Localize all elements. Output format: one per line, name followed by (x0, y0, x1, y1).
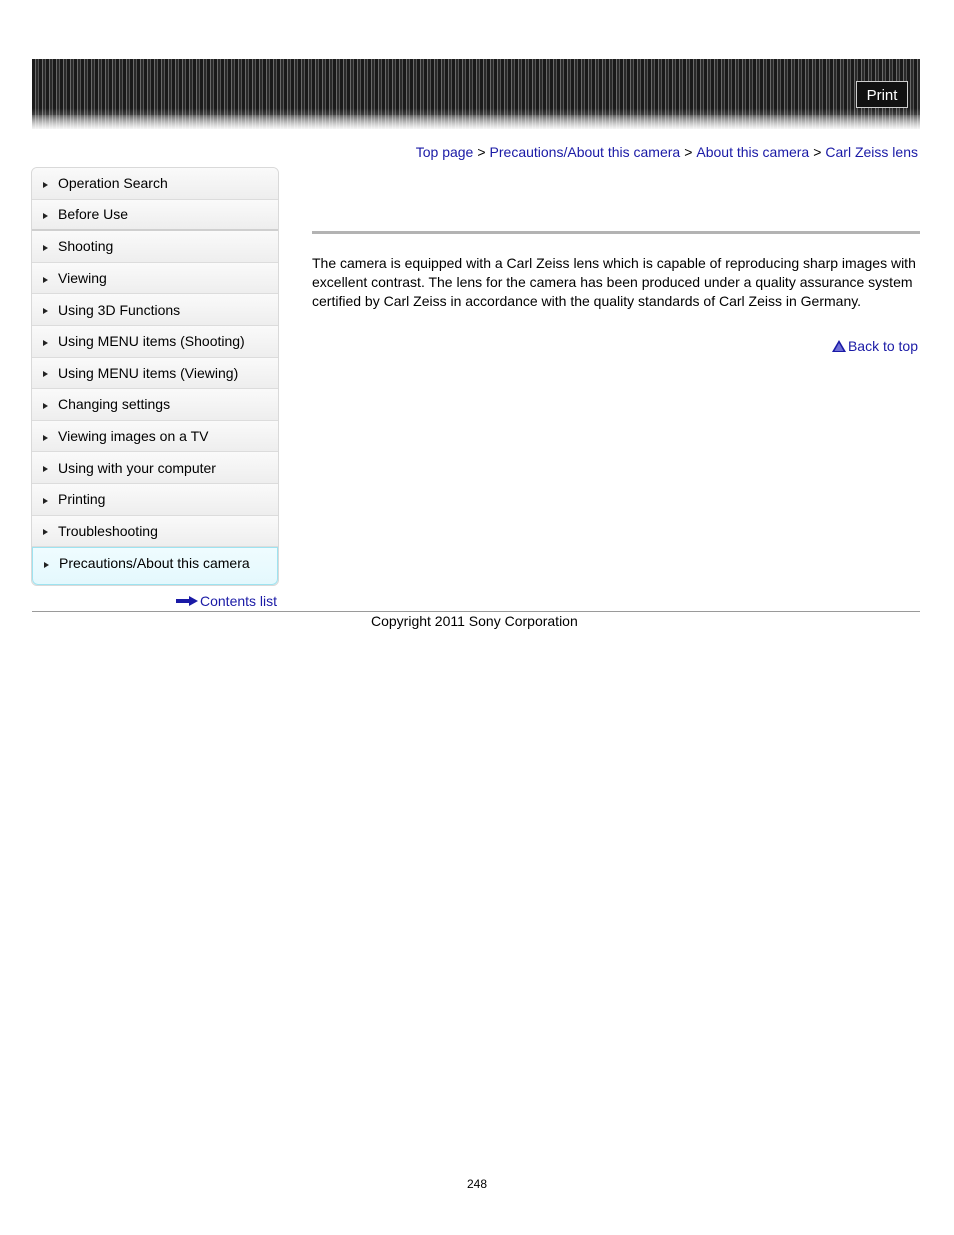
arrow-right-icon (43, 403, 48, 409)
arrow-right-icon (43, 213, 48, 219)
breadcrumb-top-page[interactable]: Top page (415, 144, 474, 160)
sidebar-item-label: Using with your computer (58, 459, 216, 476)
sidebar-item-label: Troubleshooting (58, 522, 158, 539)
arrow-right-icon (43, 466, 48, 472)
sidebar-item-label: Viewing images on a TV (58, 428, 209, 445)
sidebar-item-label: Before Use (58, 206, 129, 223)
arrow-right-icon (43, 277, 48, 283)
breadcrumb-precautions[interactable]: Precautions/About this camera (489, 144, 681, 160)
arrow-right-icon (43, 529, 48, 535)
page-number: 248 (466, 1177, 488, 1191)
body-paragraph: The camera is equipped with a Carl Zeiss lens which is capable of reproducing sharp images with excellent contrast. The lens for the camera has been produced under a quality assurance system certified by Carl Zeiss in accordance with the quality standards of Carl Zeiss in Germany. (312, 255, 916, 309)
sidebar-item-label: Using MENU items (Viewing) (58, 364, 239, 381)
sidebar-item-label: Using MENU items (Shooting) (58, 333, 245, 350)
sidebar-item-viewing-tv[interactable] (32, 421, 278, 453)
breadcrumb-separator: > (477, 144, 486, 160)
header-banner (32, 59, 920, 129)
contents-list-label: Contents list (200, 593, 278, 609)
title-divider (312, 231, 920, 234)
sidebar-nav (31, 167, 279, 586)
sidebar-item-label: Operation Search (58, 175, 168, 192)
sidebar-item-label: Viewing (58, 270, 107, 287)
copyright-text: Copyright 2011 Sony Corporation (371, 613, 578, 629)
sidebar-item-before-use[interactable] (32, 200, 278, 232)
footer-divider (32, 611, 920, 612)
breadcrumb-separator: > (684, 144, 693, 160)
sidebar-item-precautions[interactable] (32, 547, 278, 585)
sidebar-item-computer[interactable] (32, 452, 278, 484)
arrow-right-icon (43, 435, 48, 441)
sidebar-item-changing-settings[interactable] (32, 389, 278, 421)
arrow-right-icon (44, 562, 49, 568)
arrow-right-icon (43, 182, 48, 188)
sidebar-item-viewing[interactable] (32, 263, 278, 295)
sidebar-item-menu-shooting[interactable] (32, 326, 278, 358)
breadcrumb-separator: > (813, 144, 822, 160)
sidebar-item-troubleshooting[interactable] (32, 516, 278, 548)
contents-list-link[interactable] (176, 593, 277, 609)
back-to-top-link[interactable] (832, 338, 918, 354)
sidebar-item-label: Shooting (58, 238, 114, 255)
sidebar-item-printing[interactable] (32, 484, 278, 516)
print-button[interactable]: Print (856, 81, 908, 108)
arrow-right-icon (43, 498, 48, 504)
breadcrumb-about-camera[interactable]: About this camera (696, 144, 810, 160)
breadcrumb-carl-zeiss-lens[interactable]: Carl Zeiss lens (825, 144, 918, 160)
arrow-right-icon (43, 245, 48, 251)
sidebar-item-label: Changing settings (58, 396, 171, 413)
arrow-right-icon (43, 340, 48, 346)
triangle-up-icon (832, 340, 846, 352)
sidebar-item-3d-functions[interactable] (32, 294, 278, 326)
sidebar-item-label: Using 3D Functions (58, 301, 181, 318)
arrow-right-icon (43, 371, 48, 377)
back-to-top-label: Back to top (847, 338, 918, 354)
arrow-right-icon (176, 596, 198, 606)
arrow-right-icon (43, 308, 48, 314)
sidebar-item-shooting[interactable] (32, 231, 278, 263)
sidebar-item-label: Precautions/About this camera (59, 555, 250, 572)
breadcrumb (416, 144, 918, 160)
sidebar-item-menu-viewing[interactable] (32, 358, 278, 390)
sidebar-item-label: Printing (58, 491, 106, 508)
sidebar-item-operation-search[interactable] (32, 168, 278, 200)
